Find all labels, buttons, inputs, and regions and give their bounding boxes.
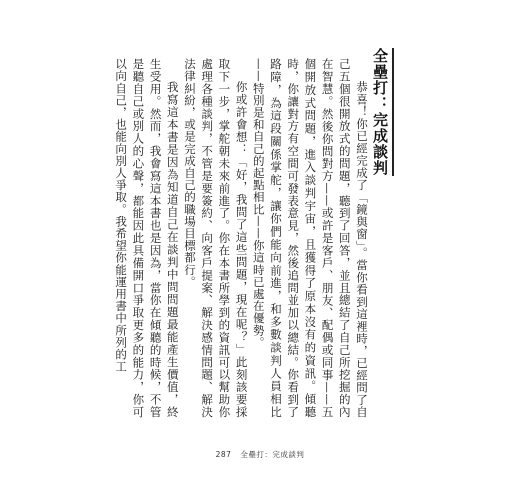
paragraph: 你或許會想：「好，我問了這些問題，現在呢？」此刻該要採取下一步，掌舵朝未來前進了。你在本書所學到的資訊可以幫助你處理各種談判，不管是要簽約、向客戶提案、解決感情問題、解決法律糾紛，或是完成自己的職場目標都行。 [182,58,249,418]
chapter-title: 全壘打：完成談判 [371,48,394,176]
body-text [112,58,370,418]
running-title: 全壘打：完成談判 [240,450,305,459]
page-footer [0,449,520,460]
paragraph: 恭喜！你已經完成了「鏡與窗」。當你看到這裡時，已經問了自己五個很開放式的問題，聽到了回答，並且總結了自己所挖掘的內在智慧。然後你問對方——或許是客戶、朋友、配偶或同事——五個開放式問題，進入談判宇宙，且獲得了原本沒有的資訊。傾聽時，你讓對方有空間可發表意見，然後追問並加以總結。你看到了路障，為這段關係掌舵，讓你們能向前進，和多數談判人員相比——特別是和自己的起點相比——你這時已處在優勢。 [251,58,369,418]
page-number: 287 [215,450,232,459]
paragraph: 我寫這本書是因為知道自己在談判中問問題最能產生價值，終生受用。然而，我會寫這本書也是因為，當你在傾聽的時候，不管是聽自己或別人的心聲，都能因此具備開口爭取更多的能力，你可以向自己，也能向別人爭取。我希望你能運用書中所列的工 [114,58,180,418]
